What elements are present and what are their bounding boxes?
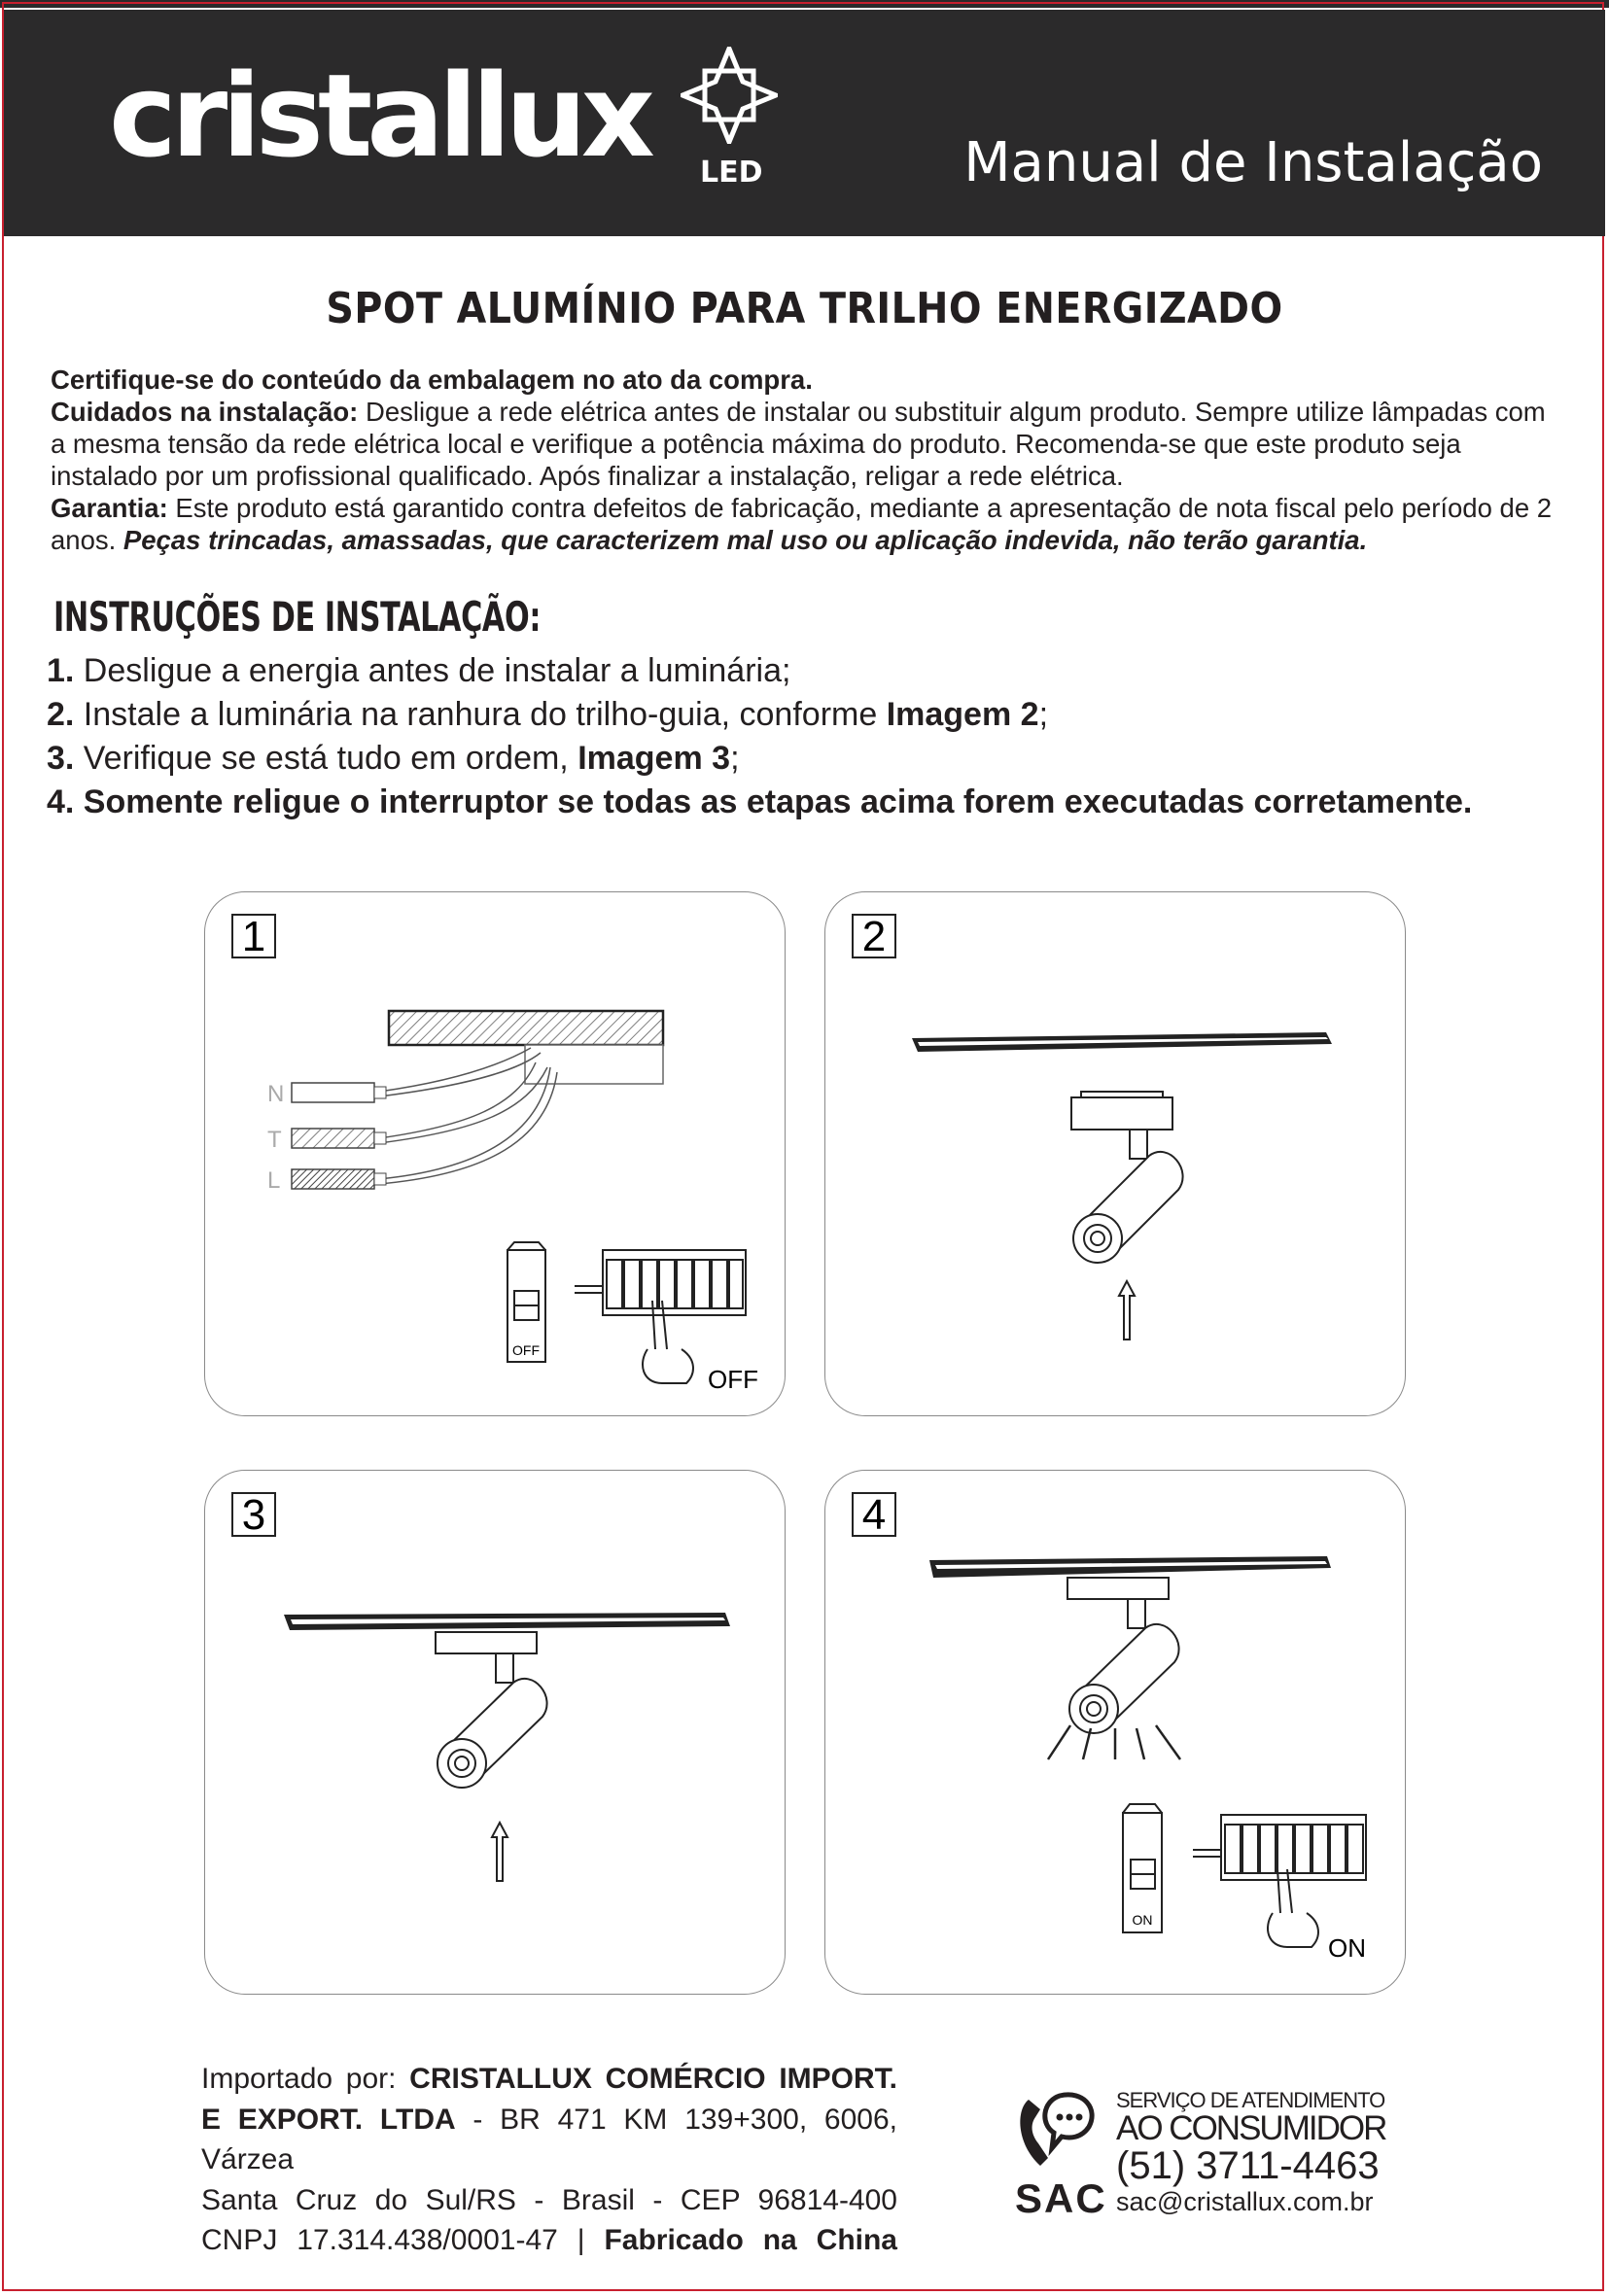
- light-rays-icon: [1048, 1725, 1180, 1759]
- breaker-panel: [1193, 1815, 1366, 1880]
- up-arrow-icon: [1119, 1281, 1135, 1339]
- switch-label: OFF: [512, 1342, 540, 1358]
- wire-connectors: [292, 1083, 386, 1189]
- ceiling-box: [389, 1011, 663, 1084]
- logo-led: LED: [700, 156, 763, 190]
- product-title: SPOT ALUMÍNIO PARA TRILHO ENERGIZADO: [326, 284, 1283, 333]
- brand-logo: cristallux: [109, 49, 649, 183]
- state-label: ON: [1328, 1933, 1366, 1963]
- breaker-panel: [575, 1250, 746, 1315]
- wire-label-l: L: [267, 1167, 281, 1194]
- step-1: 1. Desligue a energia antes de instalar a luminária;: [47, 652, 791, 689]
- instructions-heading: INSTRUÇÕES DE INSTALAÇÃO:: [53, 593, 542, 641]
- state-label: OFF: [708, 1365, 758, 1394]
- care-label: Cuidados na instalação:: [51, 397, 359, 427]
- content-check: Certifique-se do conteúdo da embalagem no ato da compra.: [51, 365, 813, 395]
- sac-line2: AO CONSUMIDOR: [1116, 2109, 1386, 2147]
- spot-light: [1071, 1092, 1183, 1263]
- sac-line1: SERVIÇO DE ATENDIMENTO: [1116, 2088, 1385, 2112]
- sac-label: SAC: [1015, 2175, 1107, 2221]
- wire-label-t: T: [267, 1127, 282, 1153]
- warranty-text: Este produto está garantido contra defeitos de fabricação, mediante a apresentação de nota fiscal pelo período de 2 anos.: [51, 493, 1553, 555]
- panel-number: 3: [241, 1491, 266, 1539]
- wire-label-n: N: [267, 1081, 285, 1107]
- panel-4: [824, 1470, 1406, 1995]
- intro-text: [51, 364, 1567, 556]
- sac-email: sac@cristallux.com.br: [1116, 2187, 1374, 2216]
- customer-service: [1011, 2088, 1386, 2224]
- up-arrow-icon: [492, 1823, 507, 1881]
- step-4: 4. Somente religue o interruptor se todas as etapas acima forem executadas corretamente.: [47, 783, 1473, 820]
- sac-phone: (51) 3711-4463: [1116, 2144, 1380, 2187]
- phone-chat-icon: [1011, 2090, 1108, 2177]
- panel-number: 4: [861, 1491, 887, 1539]
- step-2: 2. Instale a luminária na ranhura do trilho-guia, conforme Imagem 2;: [47, 696, 1049, 733]
- importer-info: Importado por: CRISTALLUX COMÉRCIO IMPORT. E EXPORT. LTDA - BR 471 KM 139+300, 6006, Várzea Santa Cruz do Sul/RS - Brasil - CEP 96814-400 CNPJ 17.314.438/0001-47 | Fabricado na China: [201, 2063, 898, 2256]
- logo-star-icon: [681, 47, 778, 144]
- panel-3: [204, 1470, 786, 1995]
- spot-light: [436, 1632, 547, 1788]
- care-text: Desligue a rede elétrica antes de instalar ou substituir algum produto. Sempre utilize lâmpadas com a mesma tensão da rede elétrica local e verifique a potência máxima do produto. Recomenda-se que este produto seja instalado por um profissional qualificado. Após finalizar a instalação, religar a rede elétrica.: [51, 397, 1546, 491]
- panel-1: [204, 891, 786, 1416]
- panel-number: 2: [861, 913, 887, 960]
- warranty-label: Garantia:: [51, 493, 168, 523]
- wall-switch: [1123, 1804, 1162, 1932]
- document-title: Manual de Instalação: [963, 131, 1543, 194]
- instruction-steps: [47, 649, 1472, 824]
- spot-light: [1067, 1578, 1179, 1733]
- warranty-exclusion: Peças trincadas, amassadas, que caracterizem mal uso ou aplicação indevida, não terão garantia.: [122, 525, 1368, 555]
- panel-number: 1: [241, 913, 266, 960]
- panel-2: [824, 891, 1406, 1416]
- wall-switch: [507, 1242, 545, 1362]
- switch-label: ON: [1132, 1912, 1153, 1928]
- step-3: 3. Verifique se está tudo em ordem, Imagem 3;: [47, 740, 740, 777]
